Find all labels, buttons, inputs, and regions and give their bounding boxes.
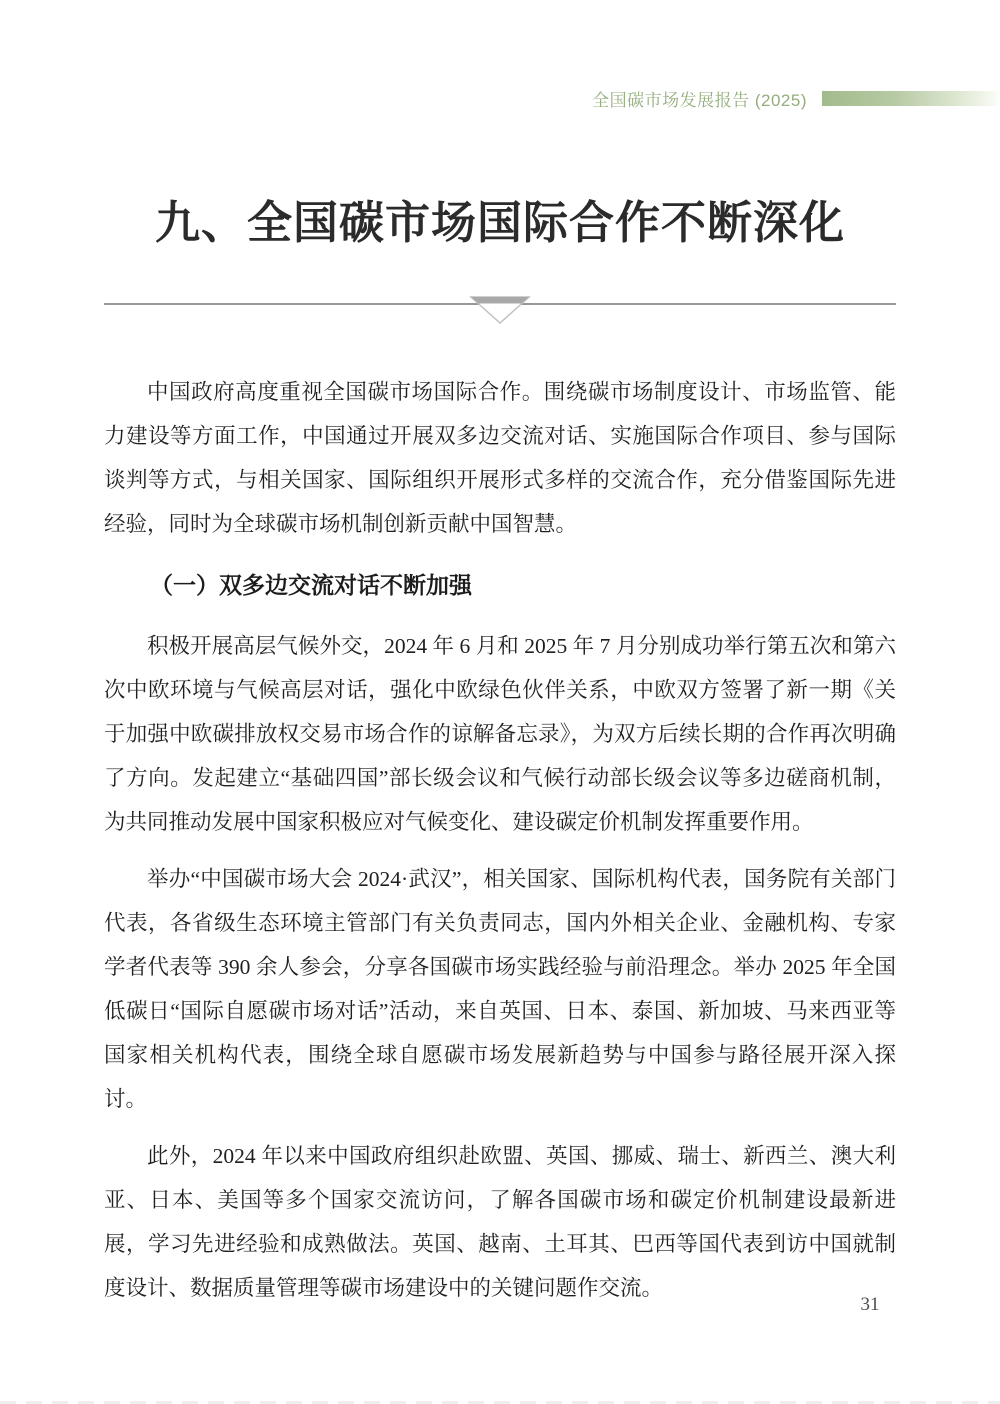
title-divider	[104, 286, 896, 328]
section1-paragraph-2: 举办“中国碳市场大会 2024·武汉”，相关国家、国际机构代表，国务院有关部门代表，各省级生态环境主管部门有关负责同志，国内外相关企业、金融机构、专家学者代表等 390 余人参会，分享各国碳市场实践经验与前沿理念。举办 2025 年全国低碳日“国际自愿碳市场对话”活动，来自英国、日本、泰国、新加坡、马来西亚等国家相关机构代表，围绕全球自愿碳市场发展新趋势与中国参与路径展开深入探讨。	[104, 867, 896, 1111]
section1-paragraph-1: 积极开展高层气候外交，2024 年 6 月和 2025 年 7 月分别成功举行第五次和第六次中欧环境与气候高层对话，强化中欧绿色伙伴关系，中欧双方签署了新一期《关于加强中欧碳排放权交易市场合作的谅解备忘录》，为双方后续长期的合作再次明确了方向。发起建立“基础四国”部长级会议和气候行动部长级会议等多边磋商机制，为共同推动发展中国家积极应对气候变化、建设碳定价机制发挥重要作用。	[104, 634, 896, 834]
divider-triangle-ornament	[469, 294, 531, 326]
chapter-title: 九、全国碳市场国际合作不断深化	[154, 198, 845, 248]
intro-paragraph: 中国政府高度重视全国碳市场国际合作。围绕碳市场制度设计、市场监管、能力建设等方面工作，中国通过开展双多边交流对话、实施国际合作项目、参与国际谈判等方式，与相关国家、国际组织开展形式多样的交流合作，充分借鉴国际先进经验，同时为全球碳市场机制创新贡献中国智慧。	[104, 380, 896, 536]
running-header	[0, 86, 1000, 111]
page-number: 31	[860, 1294, 880, 1315]
main-content	[104, 370, 896, 1323]
header-accent-bar	[822, 91, 1000, 106]
section1-paragraph-3: 此外，2024 年以来中国政府组织赴欧盟、英国、挪威、瑞士、新西兰、澳大利亚、日本、美国等多个国家交流访问，了解各国碳市场和碳定价机制建设最新进展，学习先进经验和成熟做法。英国、越南、土耳其、巴西等国代表到访中国就制度设计、数据质量管理等碳市场建设中的关键问题作交流。	[104, 1144, 896, 1300]
running-header-title: 全国碳市场发展报告 (2025)	[592, 91, 807, 110]
section-heading-1: （一）双多边交流对话不断加强	[150, 573, 472, 598]
